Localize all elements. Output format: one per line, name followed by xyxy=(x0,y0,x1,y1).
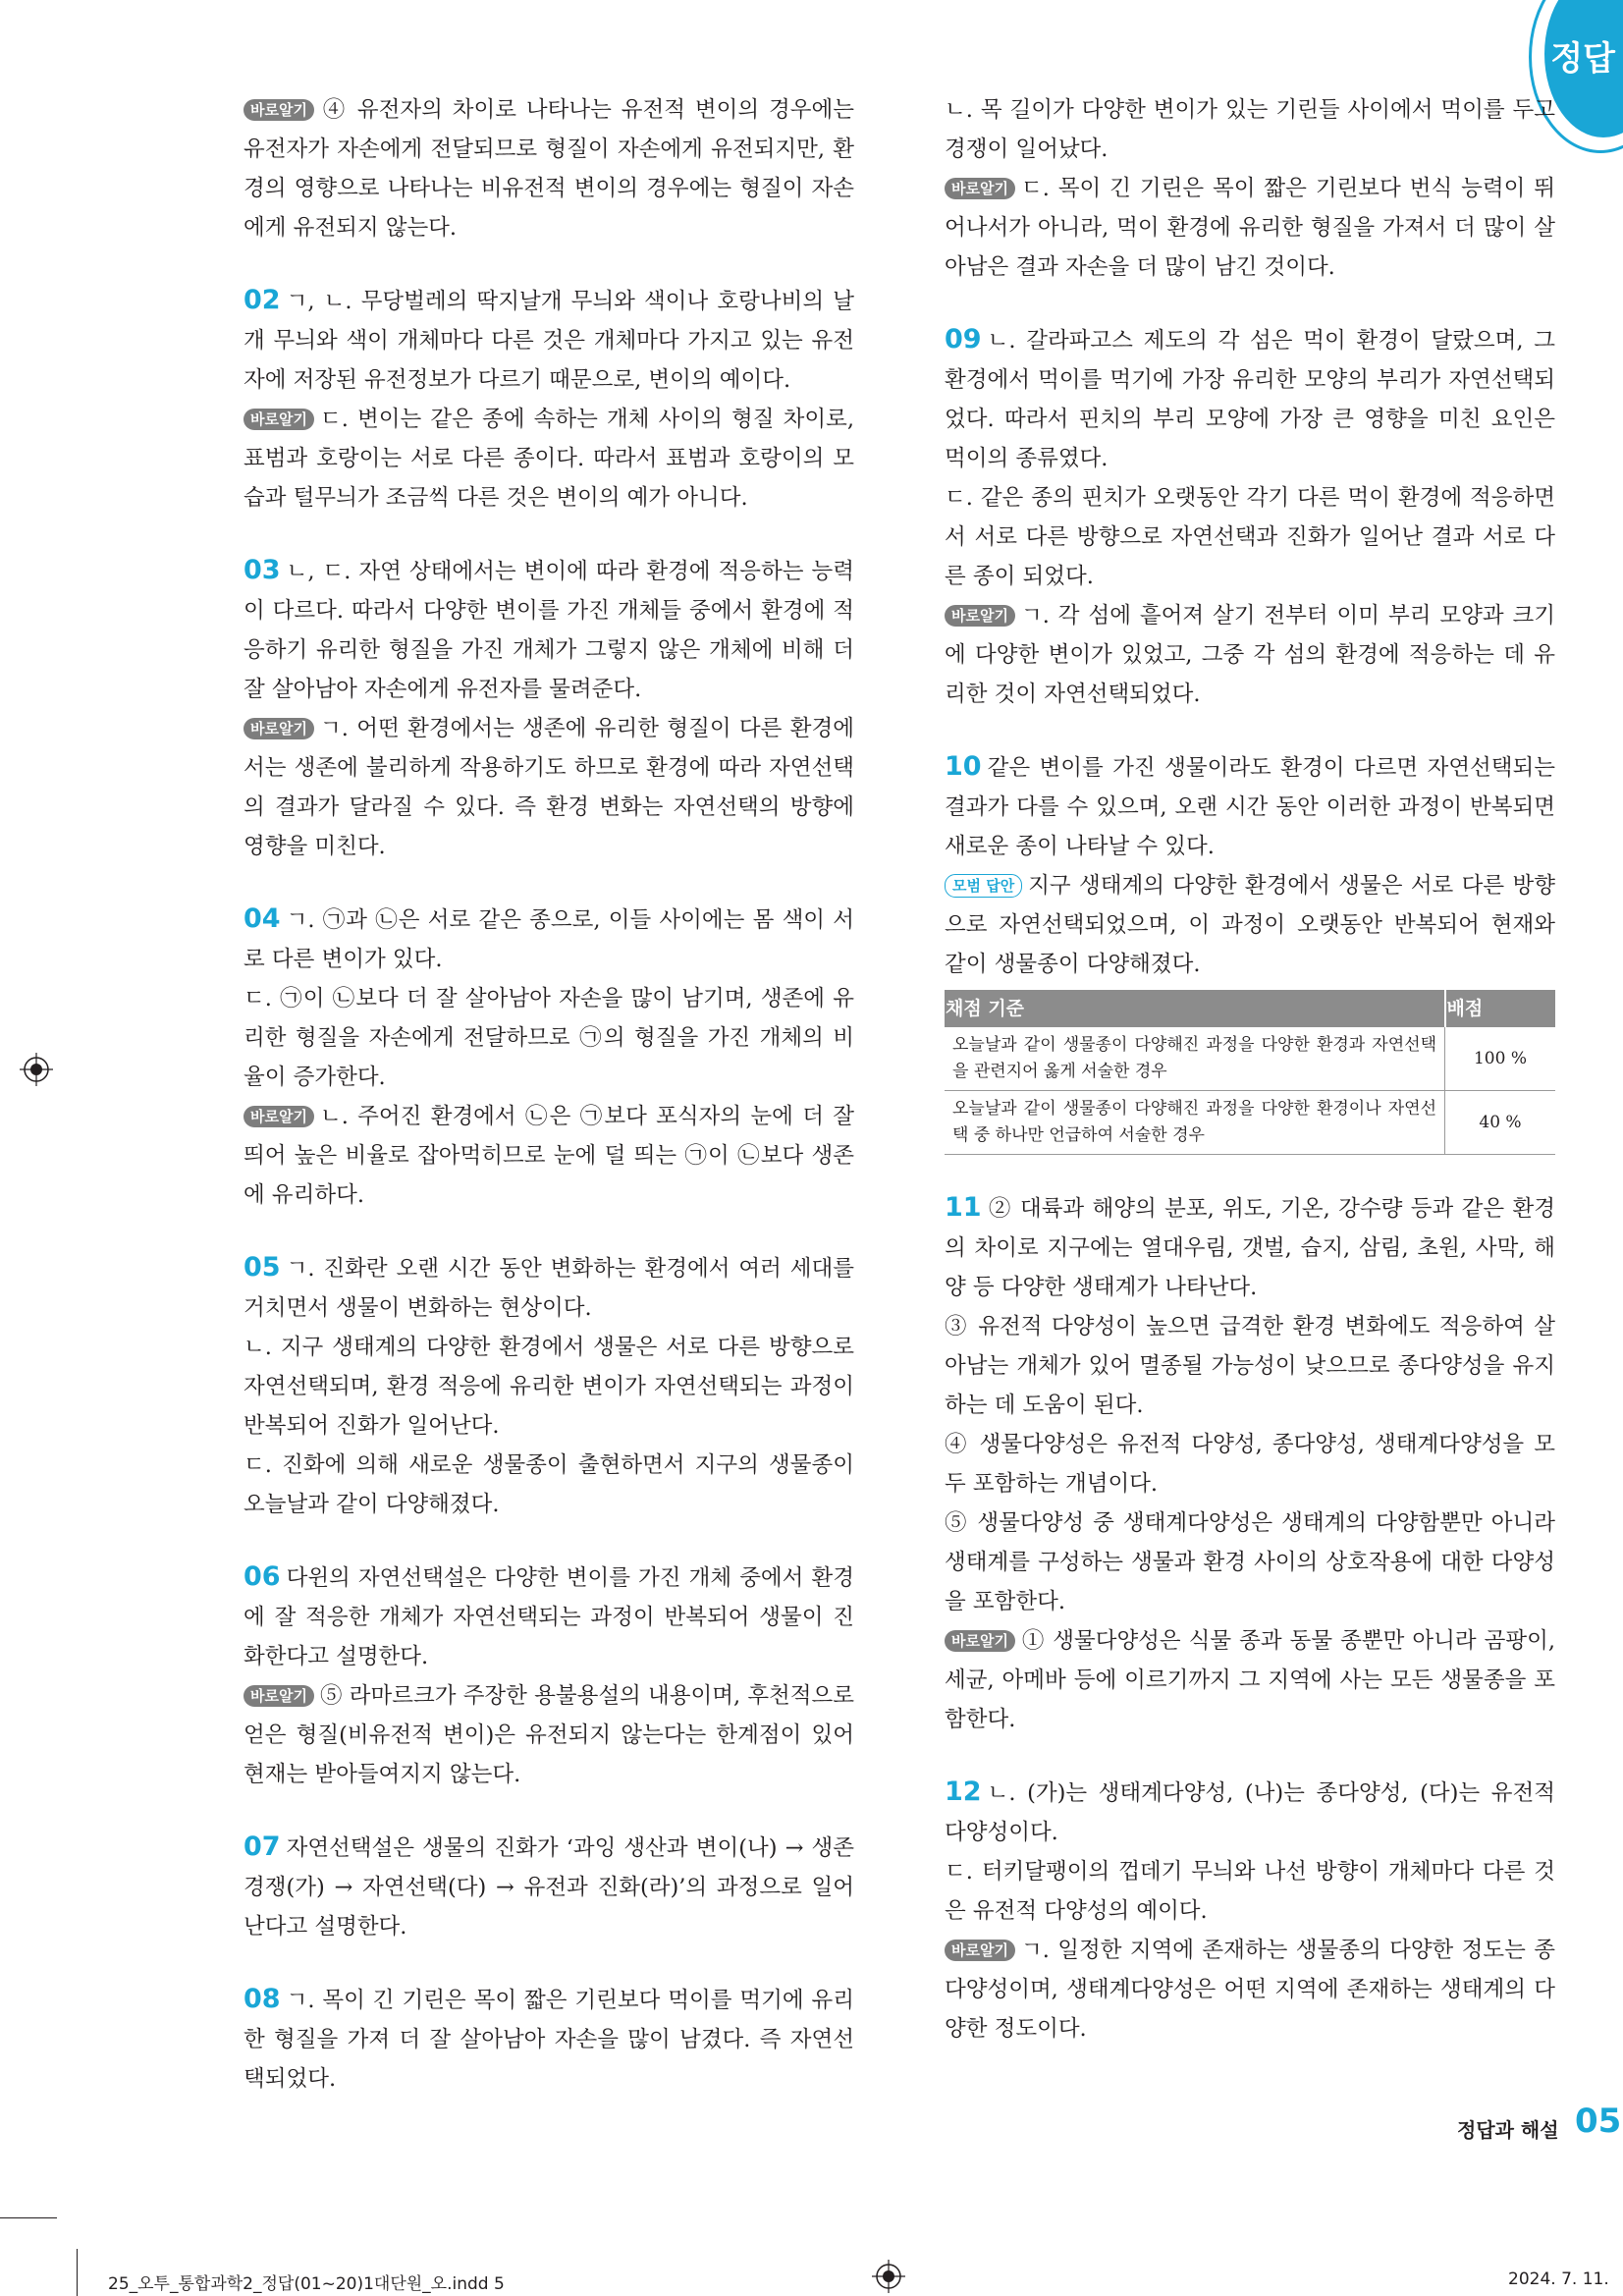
baro-tag: 바로알기 xyxy=(243,1685,314,1707)
baro-tag: 바로알기 xyxy=(945,178,1015,199)
grading-table xyxy=(945,990,1555,1155)
baro-tag: 바로알기 xyxy=(243,409,314,430)
question-number: 07 xyxy=(243,1831,281,1862)
question-number: 04 xyxy=(243,903,281,934)
answer-09 xyxy=(945,320,1555,714)
answer-06 xyxy=(243,1558,854,1794)
answer-08-cont xyxy=(945,90,1555,287)
answer-05 xyxy=(243,1248,854,1524)
question-number: 11 xyxy=(945,1192,982,1223)
table-row xyxy=(945,1027,1555,1091)
question-number: 09 xyxy=(945,324,982,355)
answer-text: ① 생물다양성은 식물 종과 동물 종뿐만 아니라 곰팡이, 세균, 아메바 등에 이르기까지 그 지역에 사는 모든 생물종을 포함한다. xyxy=(945,1628,1555,1732)
answer-08 xyxy=(243,1980,854,2099)
crop-mark xyxy=(0,2217,57,2218)
answer-text: ㄱ. 일정한 지역에 존재하는 생물종의 다양한 정도는 종다양성이며, 생태계다양성은 어떤 지역에 존재하는 생태계의 다양한 정도이다. xyxy=(945,1938,1555,2042)
answer-text: ㄱ. 목이 긴 기린은 목이 짧은 기린보다 먹이를 먹기에 유리한 형질을 가져 더 잘 살아남아 자손을 많이 남겼다. 즉 자연선택되었다. xyxy=(243,1988,854,2092)
answer-text: ⑤ 라마르크가 주장한 용불용설의 내용이며, 후천적으로 얻은 형질(비유전적 변이)은 유전되지 않는다는 한계점이 있어 현재는 받아들여지지 않는다. xyxy=(243,1683,854,1787)
answer-text: ③ 유전적 다양성이 높으면 급격한 환경 변화에도 적응하여 살아남는 개체가 있어 멸종될 가능성이 낮으므로 종다양성을 유지하는 데 도움이 된다. xyxy=(945,1314,1555,1418)
baro-tag: 바로알기 xyxy=(945,1940,1015,1961)
answer-text: 자연선택설은 생물의 진화가 ‘과잉 생산과 변이(나) → 생존경쟁(가) → 자연선택(다) → 유전과 진화(라)’의 과정으로 일어난다고 설명한다. xyxy=(243,1835,854,1940)
answer-text: ④ 생물다양성은 유전적 다양성, 종다양성, 생태계다양성을 모두 포함하는 개념이다. xyxy=(945,1432,1555,1497)
answer-12 xyxy=(945,1773,1555,2049)
registration-mark-icon xyxy=(20,1053,53,1086)
grading-criteria: 오늘날과 같이 생물종이 다양해진 과정을 다양한 환경과 자연선택을 관련지어 옳게 서술한 경우 xyxy=(945,1027,1445,1091)
grading-header-criteria: 채점 기준 xyxy=(945,990,1445,1027)
baro-tag: 바로알기 xyxy=(945,1630,1015,1652)
answer-text: ㄷ. ㉠이 ㉡보다 더 잘 살아남아 자손을 많이 남기며, 생존에 유리한 형질을 자손에게 전달하므로 ㉠의 형질을 가진 개체의 비율이 증가한다. xyxy=(243,986,854,1090)
answer-text: ㄴ, ㄷ. 자연 상태에서는 변이에 따라 환경에 적응하는 능력이 다르다. 따라서 다양한 변이를 가진 개체들 중에서 환경에 적응하기 유리한 형질을 가진 개체가 그렇지 않은 개체에 비해 더 잘 살아남아 자손에게 유전자를 물려준다. xyxy=(243,559,854,702)
answer-text: ㄷ. 터키달팽이의 껍데기 무늬와 나선 방향이 개체마다 다른 것은 유전적 다양성의 예이다. xyxy=(945,1859,1555,1924)
model-answer-tag: 모범 답안 xyxy=(945,874,1022,898)
registration-mark-icon xyxy=(872,2260,905,2293)
table-row xyxy=(945,1091,1555,1155)
answer-text: ㄴ. 주어진 환경에서 ㉡은 ㉠보다 포식자의 눈에 더 잘 띄어 높은 비율로 잡아먹히므로 눈에 덜 띄는 ㉠이 ㉡보다 생존에 유리하다. xyxy=(243,1104,854,1208)
answer-03 xyxy=(243,551,854,866)
answer-text: ㄷ. 목이 긴 기린은 목이 짧은 기린보다 번식 능력이 뛰어나서가 아니라, 먹이 환경에 유리한 형질을 가져서 더 많이 살아남은 결과 자손을 더 많이 남긴 것이다. xyxy=(945,176,1555,280)
question-number: 05 xyxy=(243,1252,281,1283)
answer-10 xyxy=(945,747,1555,1155)
answer-text: ㄴ. 지구 생태계의 다양한 환경에서 생물은 서로 다른 방향으로 자연선택되며, 환경 적응에 유리한 변이가 자연선택되는 과정이 반복되어 진화가 일어난다. xyxy=(243,1335,854,1439)
answer-01-cont xyxy=(243,90,854,247)
answer-07 xyxy=(243,1828,854,1946)
crop-mark xyxy=(77,2249,78,2296)
question-number: 02 xyxy=(243,285,281,315)
grading-score: 40 % xyxy=(1445,1091,1556,1155)
answer-text: 지구 생태계의 다양한 환경에서 생물은 서로 다른 방향으로 자연선택되었으며, 이 과정이 오랫동안 반복되어 현재와 같이 생물종이 다양해졌다. xyxy=(945,873,1555,977)
answer-text: ㄴ. 목 길이가 다양한 변이가 있는 기린들 사이에서 먹이를 두고 경쟁이 일어났다. xyxy=(945,97,1555,162)
answer-text: ㄱ. 진화란 오랜 시간 동안 변화하는 환경에서 여러 세대를 거치면서 생물이 변화하는 현상이다. xyxy=(243,1256,854,1321)
answer-text: ④ 유전자의 차이로 나타나는 유전적 변이의 경우에는 유전자가 자손에게 전달되므로 형질이 자손에게 유전되지만, 환경의 영향으로 나타나는 비유전적 변이의 경우에는 형질이 자손에게 유전되지 않는다. xyxy=(243,97,854,241)
question-number: 08 xyxy=(243,1984,281,2014)
answer-02 xyxy=(243,281,854,518)
grading-criteria: 오늘날과 같이 생물종이 다양해진 과정을 다양한 환경이나 자연선택 중 하나만 언급하여 서술한 경우 xyxy=(945,1091,1445,1155)
baro-tag: 바로알기 xyxy=(243,1106,314,1127)
answer-text: 같은 변이를 가진 생물이라도 환경이 다르면 자연선택되는 결과가 다를 수 있으며, 오랜 시간 동안 이러한 과정이 반복되면 새로운 종이 나타날 수 있다. xyxy=(945,755,1555,859)
question-number: 10 xyxy=(945,751,982,782)
answer-11 xyxy=(945,1188,1555,1739)
grading-score: 100 % xyxy=(1445,1027,1556,1091)
question-number: 12 xyxy=(945,1777,982,1807)
answer-text: ㄱ. ㉠과 ㉡은 서로 같은 종으로, 이들 사이에는 몸 색이 서로 다른 변이가 있다. xyxy=(243,907,854,972)
question-number: 03 xyxy=(243,555,281,585)
answer-04 xyxy=(243,900,854,1215)
answer-text: ㄷ. 진화에 의해 새로운 생물종이 출현하면서 지구의 생물종이 오늘날과 같이 다양해졌다. xyxy=(243,1452,854,1517)
answer-text: ㄷ. 같은 종의 핀치가 오랫동안 각기 다른 먹이 환경에 적응하면서 서로 다른 방향으로 자연선택과 진화가 일어난 결과 서로 다른 종이 되었다. xyxy=(945,485,1555,589)
answer-text: ㄱ. 어떤 환경에서는 생존에 유리한 형질이 다른 환경에서는 생존에 불리하게 작용하기도 하므로 환경에 따라 자연선택의 결과가 달라질 수 있다. 즉 환경 변화는 자연선택의 방향에 영향을 미친다. xyxy=(243,716,854,859)
slug-date: 2024. 7. 11. xyxy=(1508,2269,1609,2289)
footer-section-label: 정답과 해설 xyxy=(1457,2118,1559,2142)
grading-header-score: 배점 xyxy=(1445,990,1556,1027)
answer-text: 다윈의 자연선택설은 다양한 변이를 가진 개체 중에서 환경에 잘 적응한 개체가 자연선택되는 과정이 반복되어 생물이 진화한다고 설명한다. xyxy=(243,1565,854,1669)
baro-tag: 바로알기 xyxy=(243,718,314,739)
right-column xyxy=(945,90,1555,2082)
answer-text: ⑤ 생물다양성 중 생태계다양성은 생태계의 다양함뿐만 아니라 생태계를 구성하는 생물과 환경 사이의 상호작용에 대한 다양성을 포함한다. xyxy=(945,1510,1555,1614)
answer-text: ㄴ. 갈라파고스 제도의 각 섬은 먹이 환경이 달랐으며, 그 환경에서 먹이를 먹기에 가장 유리한 모양의 부리가 자연선택되었다. 따라서 핀치의 부리 모양에 가장 큰 영향을 미친 요인은 먹이의 종류였다. xyxy=(945,328,1555,471)
corner-tab-label: 정답 xyxy=(1550,39,1615,79)
baro-tag: 바로알기 xyxy=(945,605,1015,627)
answer-text: ㄱ, ㄴ. 무당벌레의 딱지날개 무늬와 색이나 호랑나비의 날개 무늬와 색이 개체마다 다른 것은 개체마다 가지고 있는 유전자에 저장된 유전정보가 다르기 때문으로, 변이의 예이다. xyxy=(243,289,854,393)
baro-tag: 바로알기 xyxy=(243,99,314,121)
answer-text: ㄴ. (가)는 생태계다양성, (나)는 종다양성, (다)는 유전적 다양성이다. xyxy=(945,1780,1555,1845)
page-number: 05 xyxy=(1575,2102,1622,2141)
answer-text: ㄱ. 각 섬에 흩어져 살기 전부터 이미 부리 모양과 크기에 다양한 변이가 있었고, 그중 각 섬의 환경에 적응하는 데 유리한 것이 자연선택되었다. xyxy=(945,603,1555,707)
answer-text: ② 대륙과 해양의 분포, 위도, 기온, 강수량 등과 같은 환경의 차이로 지구에는 열대우림, 갯벌, 습지, 삼림, 초원, 사막, 해양 등 다양한 생태계가 나타난다. xyxy=(945,1196,1555,1300)
question-number: 06 xyxy=(243,1561,281,1592)
slug-filename: 25_오투_통합과학2_정답(01~20)1대단원_오.indd 5 xyxy=(108,2274,505,2294)
left-column xyxy=(243,90,854,2132)
answer-text: ㄷ. 변이는 같은 종에 속하는 개체 사이의 형질 차이로, 표범과 호랑이는 서로 다른 종이다. 따라서 표범과 호랑이의 모습과 털무늬가 조금씩 다른 것은 변이의 예가 아니다. xyxy=(243,407,854,511)
